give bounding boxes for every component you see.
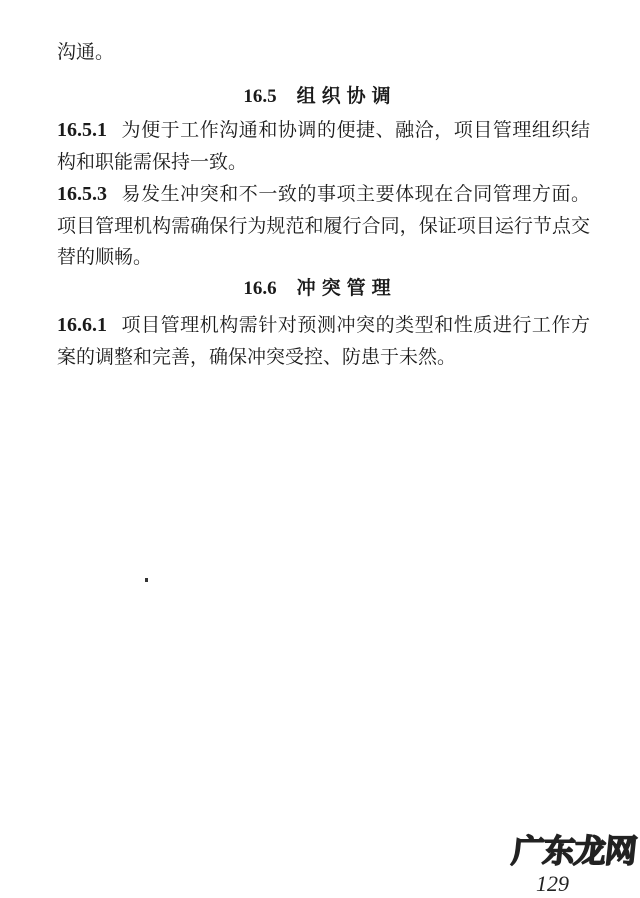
continued-text: 沟通。 bbox=[57, 41, 115, 63]
clause-16-6-1-line2: 案的调整和完善，确保冲突受控、防患于未然。 bbox=[57, 346, 457, 368]
clause-16-5-1-line1 bbox=[57, 118, 590, 142]
clause-16-6-1-line1 bbox=[57, 313, 590, 337]
clause-text: 为便于工作沟通和协调的便捷、融洽，项目管理组织结 bbox=[121, 119, 590, 141]
section-heading-16-5 bbox=[0, 84, 640, 109]
clause-number: 16.6.1 bbox=[57, 314, 107, 336]
section-number: 16.6 bbox=[243, 278, 277, 299]
clause-16-5-1-line2: 构和职能需保持一致。 bbox=[57, 151, 248, 173]
page-number: 129 bbox=[536, 871, 569, 896]
clause-text: 项目管理机构需针对预测冲突的类型和性质进行工作方 bbox=[121, 314, 590, 336]
section-number: 16.5 bbox=[243, 86, 277, 107]
clause-text: 易发生冲突和不一致的事项主要体现在合同管理方面。 bbox=[121, 183, 590, 205]
clause-16-5-3-line2: 项目管理机构需确保行为规范和履行合同，保证项目运行节点交 bbox=[57, 215, 590, 237]
section-heading-16-6 bbox=[0, 276, 640, 301]
section-title: 冲突管理 bbox=[296, 277, 397, 299]
scan-speck bbox=[145, 578, 148, 582]
clause-number: 16.5.1 bbox=[57, 119, 107, 141]
section-title: 组织协调 bbox=[296, 85, 397, 107]
clause-number: 16.5.3 bbox=[57, 183, 107, 205]
clause-16-5-3-line3: 替的顺畅。 bbox=[57, 246, 153, 268]
watermark-logo: 广东龙网 bbox=[510, 832, 639, 870]
clause-16-5-3-line1 bbox=[57, 182, 590, 206]
